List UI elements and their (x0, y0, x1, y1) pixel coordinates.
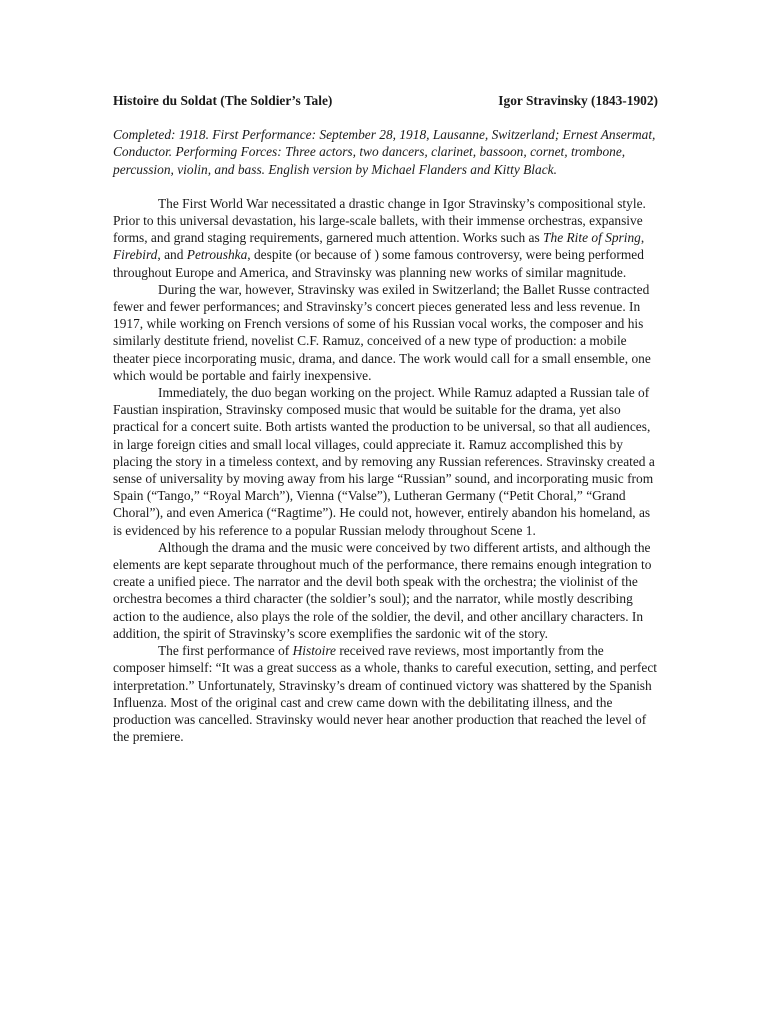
paragraph-1-text-c: , and (157, 247, 187, 263)
composer-name: Igor Stravinsky (1843-1902) (498, 93, 658, 108)
paragraph-5-text-b: received rave reviews, most importantly from the composer himself: “It was a great success as a whole, thanks to careful execution, setting, and perfect interpretation.” Unfortunately, Stravinsky’s dream of continued victory was shattered by the Spanish Influenza. Most of the original cast and crew came down with the debilitating illness, and the production was cancelled. Stravinsky would never hear another production that reached the level of the premiere. (113, 643, 657, 745)
paragraph-1-text-a: The First World War necessitated a drastic change in Igor Stravinsky’s compositional style. Prior to this universal devastation, his large-scale ballets, with their immense orchestras, expansive forms, and grand staging requirements, garnered much attention. Works such as (113, 195, 646, 246)
paragraph-5-text-a: The first performance of (158, 643, 293, 659)
work-title-histoire: Histoire (292, 643, 336, 659)
document-page (113, 84, 658, 745)
paragraph-4: Although the drama and the music were conceived by two different artists, and although the elements are kept separate throughout much of the performance, there remains enough integration to create a unified piece. The narrator and the devil both speak with the orchestra; the violinist of the orchestra becomes a third character (the soldier’s soul); and the narrator, while mostly describing action to the audience, also plays the role of the soldier, the devil, and other ancillary characters. In addition, the spirit of Stravinsky’s score exemplifies the sardonic wit of the story. (113, 539, 652, 641)
paragraph-3: Immediately, the duo began working on the project. While Ramuz adapted a Russian tale of Faustian inspiration, Stravinsky composed music that would be suitable for the drama, yet also practical for a concert suite. Both artists wanted the production to be universal, so that all audiences, in large foreign cities and small local villages, could appreciate it. Ramuz accomplished this by placing the story in a timeless context, and by removing any Russian references. Stravinsky created a sense of universality by moving away from his large “Russian” sound, and incorporating music from Spain (“Tango,” “Royal March”), Vienna (“Valse”), Lutheran Germany (“Petit Choral,” “Grand Choral”), and even America (“Ragtime”). He could not, however, entirely abandon his homeland, as is evidenced by his reference to a popular Russian melody throughout Scene 1. (113, 385, 655, 538)
performance-details: Completed: 1918. First Performance: September 28, 1918, Lausanne, Switzerland; Ernest Ansermat, Conductor. Performing Forces: Three actors, two dancers, clarinet, bassoon, cornet, trombone, percussion, violin, and bass. English version by Michael Flanders and Kitty Black. (113, 127, 656, 177)
paragraph-2: During the war, however, Stravinsky was exiled in Switzerland; the Ballet Russe contracted fewer and fewer performances; and Stravinsky’s concert pieces generated less and less revenue. In 1917, while working on French versions of some of his Russian vocal works, the composer and his similarly destitute friend, novelist C.F. Ramuz, conceived of a new type of production: a mobile theater piece incorporating music, drama, and dance. The work would call for a small ensemble, one which would be portable and fairly inexpensive. (113, 281, 651, 383)
work-title: Histoire du Soldat (The Soldier’s Tale) (113, 93, 333, 108)
paragraph-1-text-d: , despite (or because of ) some famous controversy, were being performed throughout Europe and America, and Stravinsky was planning new works of similar magnitude. (113, 247, 644, 280)
work-title-firebird: Firebird (113, 247, 158, 263)
essay-body (113, 195, 658, 746)
paragraph-1 (113, 195, 658, 281)
paragraph-5 (113, 642, 658, 745)
document-header (113, 92, 658, 109)
work-title-rite-of-spring: The Rite of Spring (543, 230, 641, 246)
work-title-petroushka: Petroushka (186, 247, 248, 263)
paragraph-1-text-b: , (640, 230, 645, 246)
